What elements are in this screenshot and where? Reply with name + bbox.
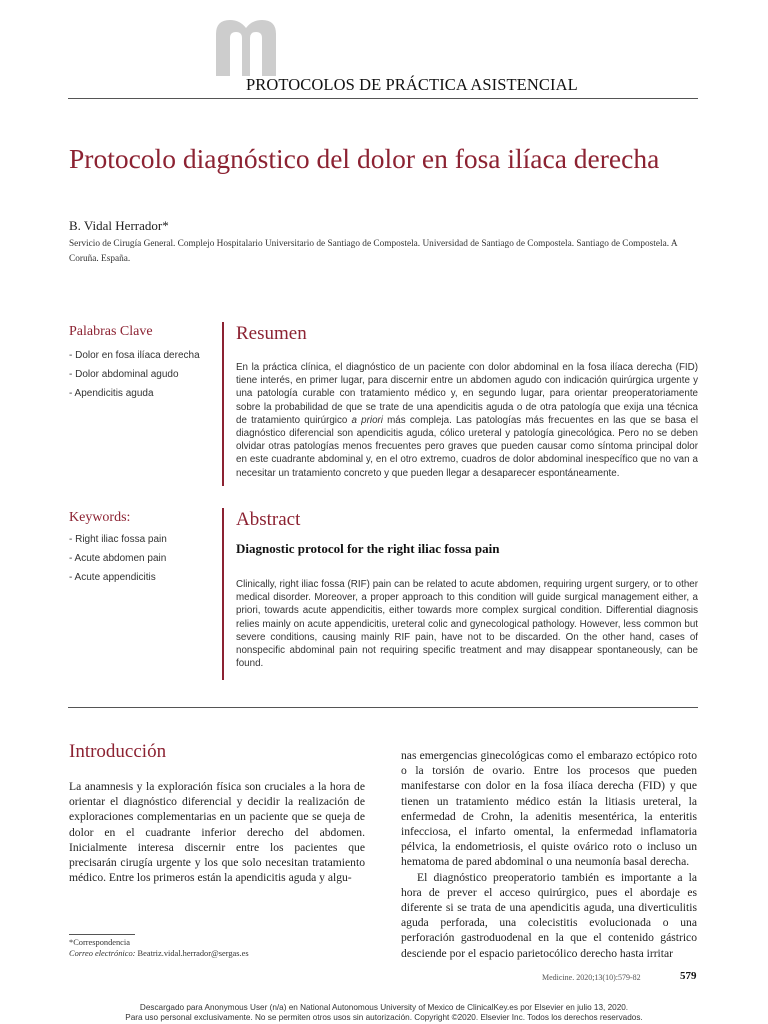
email-line: Correo electrónico: Beatriz.vidal.herrador@sergas.es xyxy=(69,949,249,958)
section-label: PROTOCOLOS DE PRÁCTICA ASISTENCIAL xyxy=(246,75,578,94)
author: B. Vidal Herrador* xyxy=(69,218,169,233)
list-item: - Acute abdomen pain xyxy=(69,553,167,564)
intro-paragraph: El diagnóstico preoperatorio también es importante a la hora de prever el acceso quirúrgico, pues el abordaje es diferente si se trata de una apendicitis aguda, una diverticulitis aguda perforada, una colecistitis evolucionada o una perforación gastroduodenal en la que el contenido gástrico desciende por el espacio parietocólico derecho hasta irritar xyxy=(401,870,697,960)
citation: Medicine. 2020;13(10):579-82 xyxy=(542,973,641,982)
list-item: - Right iliac fossa pain xyxy=(69,534,167,545)
journal-logo-icon xyxy=(216,20,276,76)
list-item: - Dolor abdominal agudo xyxy=(69,369,179,380)
intro-right-column xyxy=(401,748,697,961)
intro-paragraph: La anamnesis y la exploración física son cruciales a la hora de orientar el diagnóstico diferencial y decidir la realización de exploraciones complementarias en un paciente que se queja de dolor en el cuadrante inferior derecho del abdomen. Inicialmente interesa discernir entre los pacientes que precisarán cirugía urgente y los que solo necesitan tratamiento médico. Entre los primeros están la apendicitis aguda y algu- xyxy=(69,780,365,885)
resumen-text: En la práctica clínica, el diagnóstico de un paciente con dolor abdominal en la fosa ilíaca derecha (FID) tiene interés, en primer lugar, para discernir entre un abdomen agudo con indicación quirúrgica urgente y una patología curable con tratamiento médico y, en segundo lugar, para orientar preoperatoriamente sobre la probabilidad de que se trate de una apendicitis aguda o de otra patología que exija una técnica de tratamiento quirúrgico a priori más compleja. Las patologías más frecuentes en las que se basa el diagnóstico diferencial son apendicitis aguda, cólico ureteral y patología ginecológica. Pero no se deben olvidar otras patologías menos frecuentes pero graves que pueden causar como síntoma principal dolor en este cuadrante abdominal y, en el otro extremo, cuadros de dolor abdominal inespecífico que no van a necesitar un tratamiento concreto y que pueden llegar a desaparecer espontáneamente. xyxy=(236,362,699,479)
header-rule xyxy=(68,98,698,99)
keywords-en-heading: Keywords: xyxy=(69,510,131,525)
keywords-en-list xyxy=(69,530,167,587)
abstract-text: Clinically, right iliac fossa (RIF) pain can be related to acute abdomen, requiring urgent surgery, or to other medical disorder. Moreover, a proper approach to this condition will guide surgical management either, a priori, towards acute appendicitis, either towards more complex surgical condition. Differential diagnosis relies mainly on acute appendicitis, ureteral colic and gynecological pathology. However, less common but severe conditions, causing mainly RIF pain, have not to be discarded. On the other hand, cases of nonspecific abdominal pain not requiring specific treatment and may disappear spontaneously, can be found. xyxy=(236,579,698,670)
download-notice: Descargado para Anonymous User (n/a) en National Autonomous University of Mexico de ClinicalKey.es por Elsevier en julio 13, 2020. xyxy=(139,1003,629,1012)
list-item: - Apendicitis aguda xyxy=(69,388,154,399)
keywords-es-list xyxy=(69,346,200,403)
abstract-accent-bar xyxy=(222,508,224,680)
copyright-notice: Para uso personal exclusivamente. No se permiten otros usos sin autorización. Copyright ©2020. Elsevier Inc. Todos los derechos reservados. xyxy=(125,1013,643,1022)
footnote-rule xyxy=(69,934,135,935)
affiliation: Servicio de Cirugía General. Complejo Hospitalario Universitario de Santiago de Compostela. Universidad de Santiago de Compostela. Santiago de Compostela. A Coruña. España. xyxy=(69,239,678,264)
list-item: - Dolor en fosa ilíaca derecha xyxy=(69,350,200,361)
correspondence-label: *Correspondencia xyxy=(69,938,130,947)
intro-left-column xyxy=(69,779,365,885)
keywords-es-heading: Palabras Clave xyxy=(69,324,153,339)
resumen-accent-bar xyxy=(222,322,224,486)
article-title: Protocolo diagnóstico del dolor en fosa ilíaca derecha xyxy=(69,143,660,174)
email-link[interactable]: Beatriz.vidal.herrador@sergas.es xyxy=(135,949,249,958)
intro-paragraph: nas emergencias ginecológicas como el embarazo ectópico roto o la torsión de ovario. Entre los procesos que pueden manifestarse con dolor en la fosa ilíaca derecha (FID) y que tienen un tratamiento médico están la litiasis ureteral, la enfermedad de Crohn, la adenitis mesentérica, la enteritis infecciosa, el infarto omental, la enfermedad inflamatoria pélvica, la endometriosis, el quiste ovárico roto o incluso un hematoma de pared abdominal o una neumonía basal derecha. xyxy=(401,749,697,869)
list-item: - Acute appendicitis xyxy=(69,572,156,583)
page-number: 579 xyxy=(680,970,697,982)
abstract-subtitle: Diagnostic protocol for the right iliac fossa pain xyxy=(236,541,500,556)
abstract-heading: Abstract xyxy=(236,509,301,530)
section-divider xyxy=(68,707,698,708)
intro-heading: Introducción xyxy=(69,741,167,762)
resumen-heading: Resumen xyxy=(236,323,307,344)
